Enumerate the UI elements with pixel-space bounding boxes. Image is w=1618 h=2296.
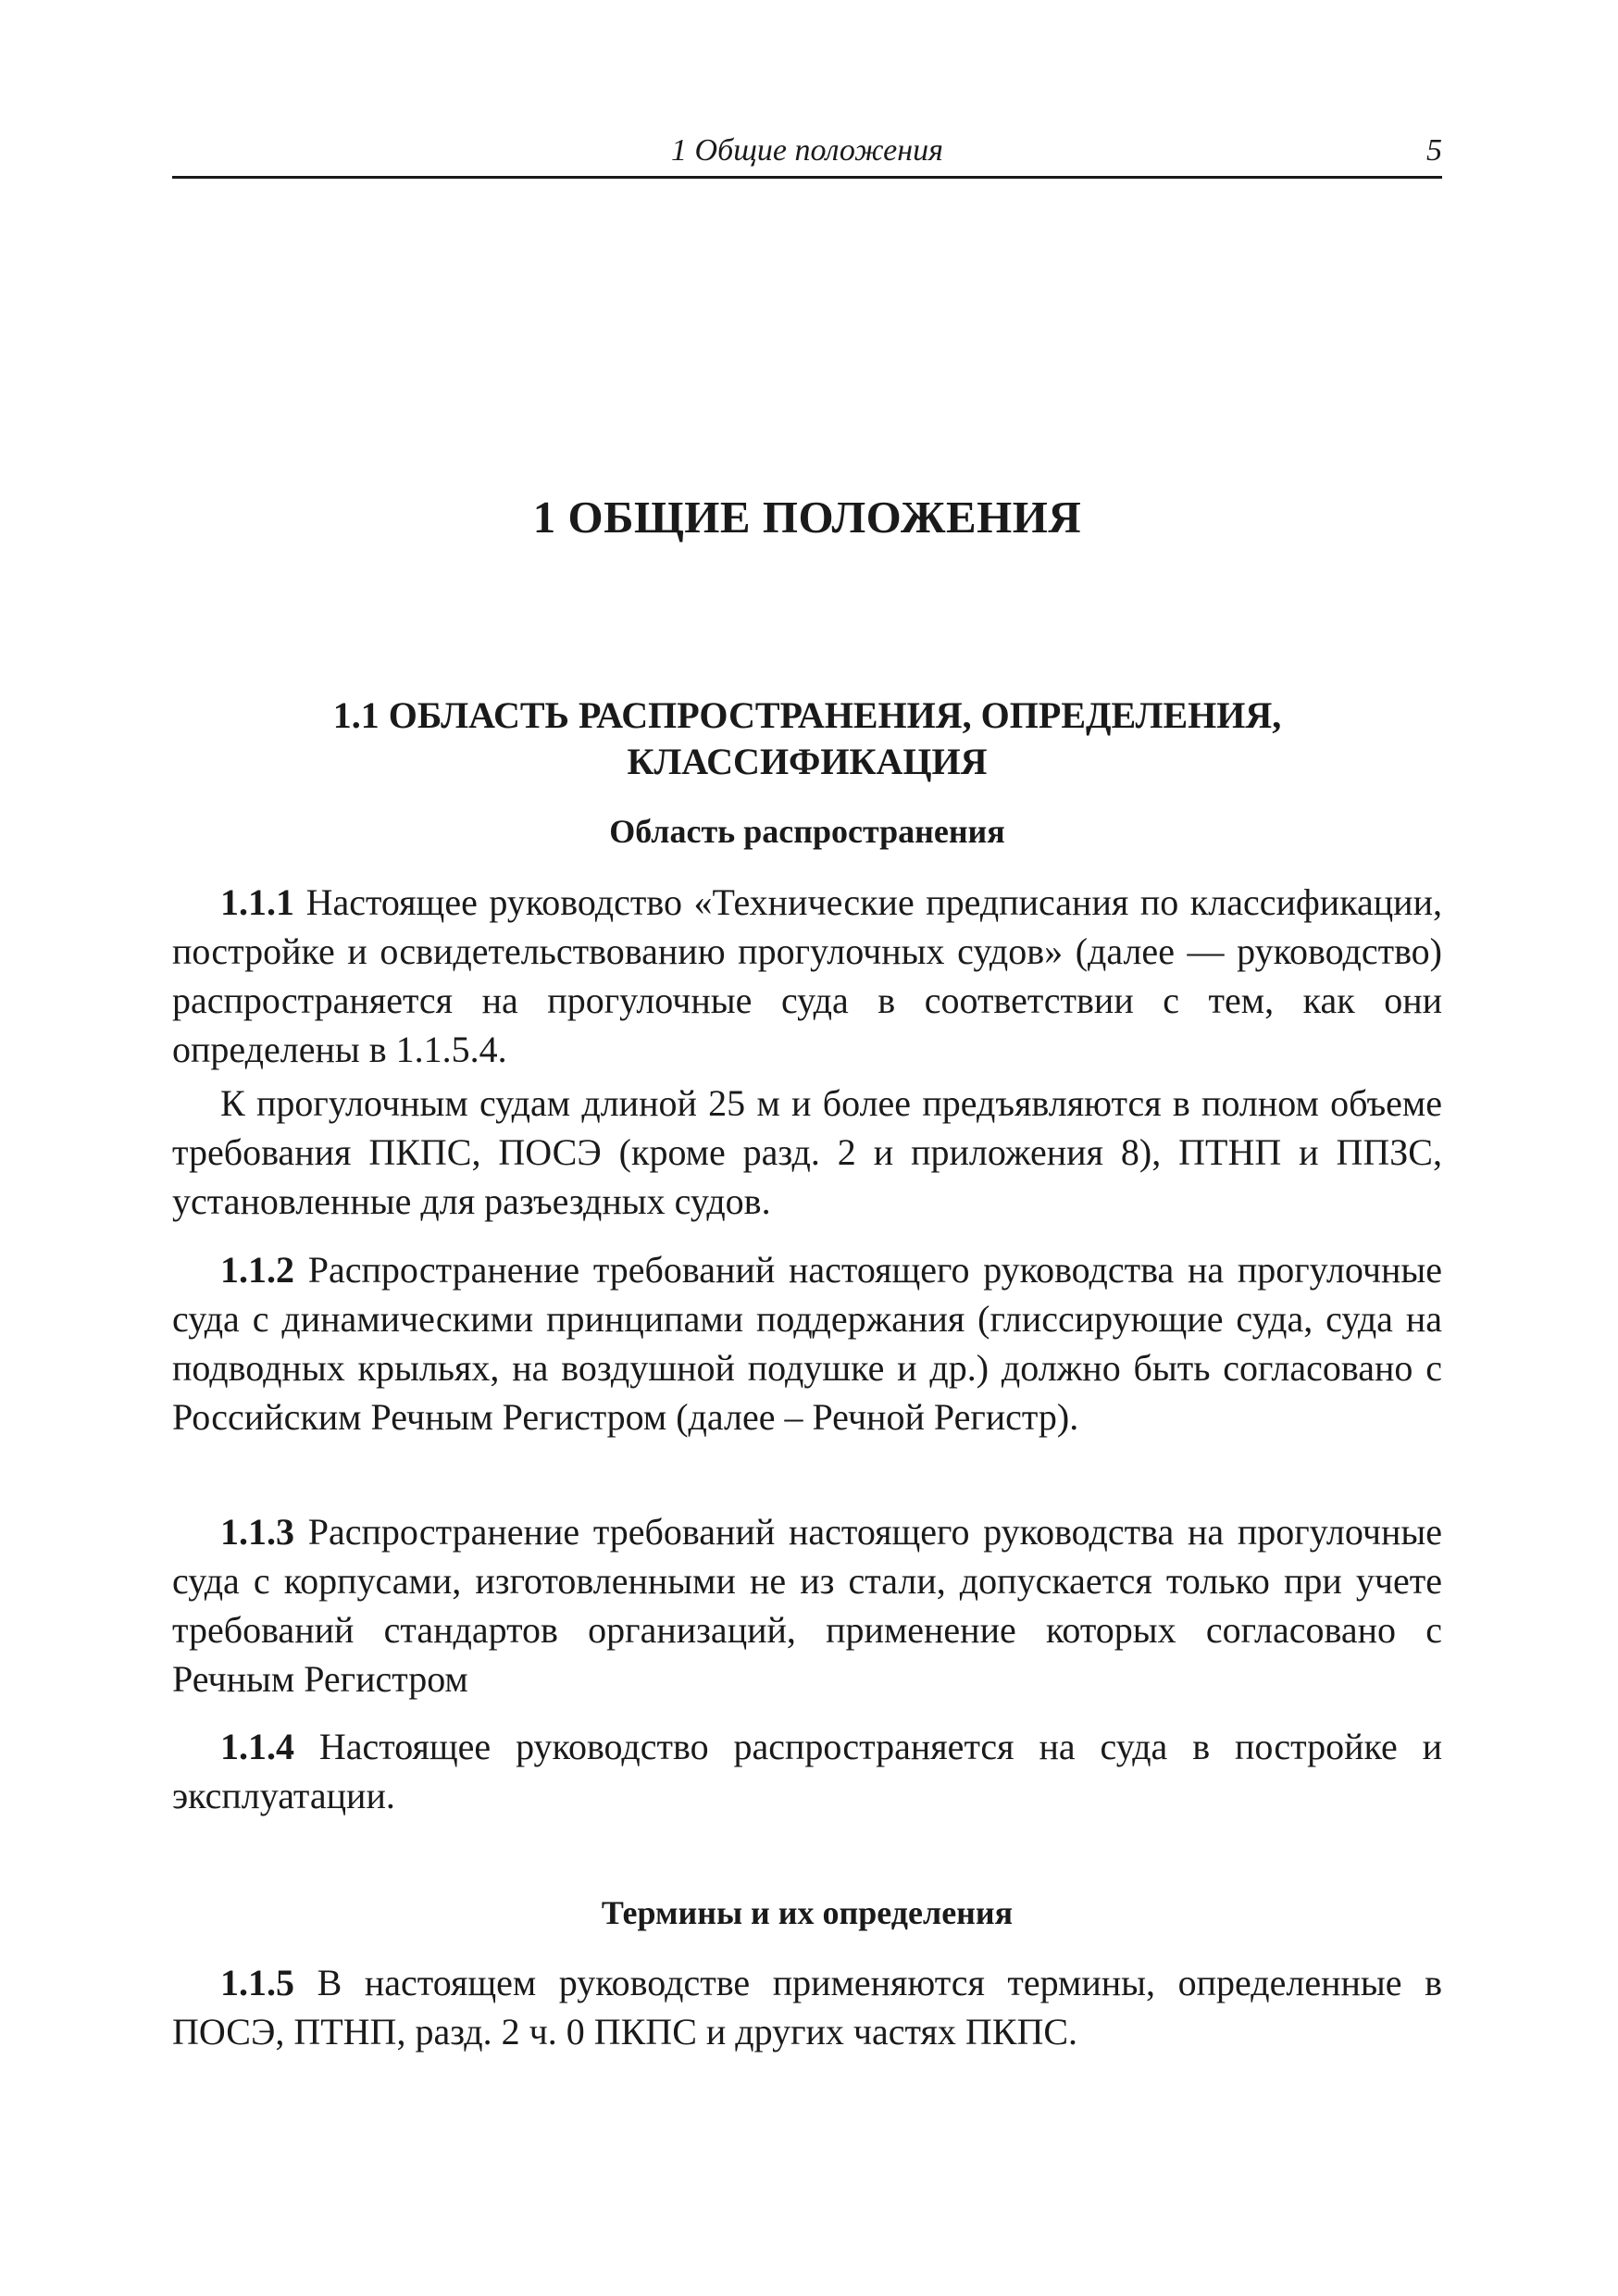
subheading-scope: Область распространения [609, 813, 1005, 850]
paragraph-number: 1.1.5 [220, 1962, 294, 2003]
section-title-line-2: КЛАССИФИКАЦИЯ [627, 741, 988, 782]
paragraph-number: 1.1.4 [220, 1726, 294, 1767]
page-number: 5 [1426, 133, 1442, 168]
section-title [172, 693, 1442, 785]
paragraph-text: К прогулочным судам длиной 25 м и более предъявляются в полном объеме требования ПКПС, ПОСЭ (кроме разд. 2 и приложения 8), ПТНП и ППЗС, установленные для разъездных судов. [172, 1082, 1442, 1222]
paragraph-text: Настоящее руководство «Технические предписания по классификации, постройке и освидетельствованию прогулочных судов» (далее — руководство) распространяется на прогулочные суда в соответствии с тем, как они определены в 1.1.5.4. [172, 881, 1442, 1070]
paragraph-number: 1.1.1 [220, 881, 294, 923]
paragraph-text: Распространение требований настоящего руководства на прогулочные суда с корпусами, изготовленными не из стали, допускается только при учете требований стандартов организаций, применение которых согласовано с Речным Регистром [172, 1511, 1442, 1700]
chapter-title: 1 ОБЩИЕ ПОЛОЖЕНИЯ [532, 492, 1082, 543]
subheading-terms: Термины и их определения [601, 1894, 1014, 1931]
paragraph-1-1-1-continued [172, 1079, 1442, 1226]
paragraph-1-1-2 [172, 1245, 1442, 1441]
paragraph-text: Распространение требований настоящего руководства на прогулочные суда с динамическими принципами поддержания (глиссирующие суда, суда на подводных крыльях, на воздушной подушке и др.) должно быть согласовано с Российским Речным Регистром (далее – Речной Регистр). [172, 1249, 1442, 1438]
paragraph-number: 1.1.3 [220, 1511, 294, 1553]
paragraph-text: Настоящее руководство распространяется на суда в постройке и эксплуатации. [172, 1726, 1442, 1816]
running-header [172, 128, 1442, 179]
paragraph-1-1-5 [172, 1958, 1442, 2056]
section-title-line-1: 1.1 ОБЛАСТЬ РАСПРОСТРАНЕНИЯ, ОПРЕДЕЛЕНИЯ, [332, 694, 1282, 736]
paragraph-number: 1.1.2 [220, 1249, 294, 1291]
paragraph-1-1-3 [172, 1507, 1442, 1703]
running-header-title: 1 Общие положения [671, 133, 943, 168]
paragraph-1-1-4 [172, 1722, 1442, 1820]
paragraph-text: В настоящем руководстве применяются термины, определенные в ПОСЭ, ПТНП, разд. 2 ч. 0 ПКПС и других частях ПКПС. [172, 1962, 1442, 2053]
paragraph-1-1-1 [172, 878, 1442, 1074]
